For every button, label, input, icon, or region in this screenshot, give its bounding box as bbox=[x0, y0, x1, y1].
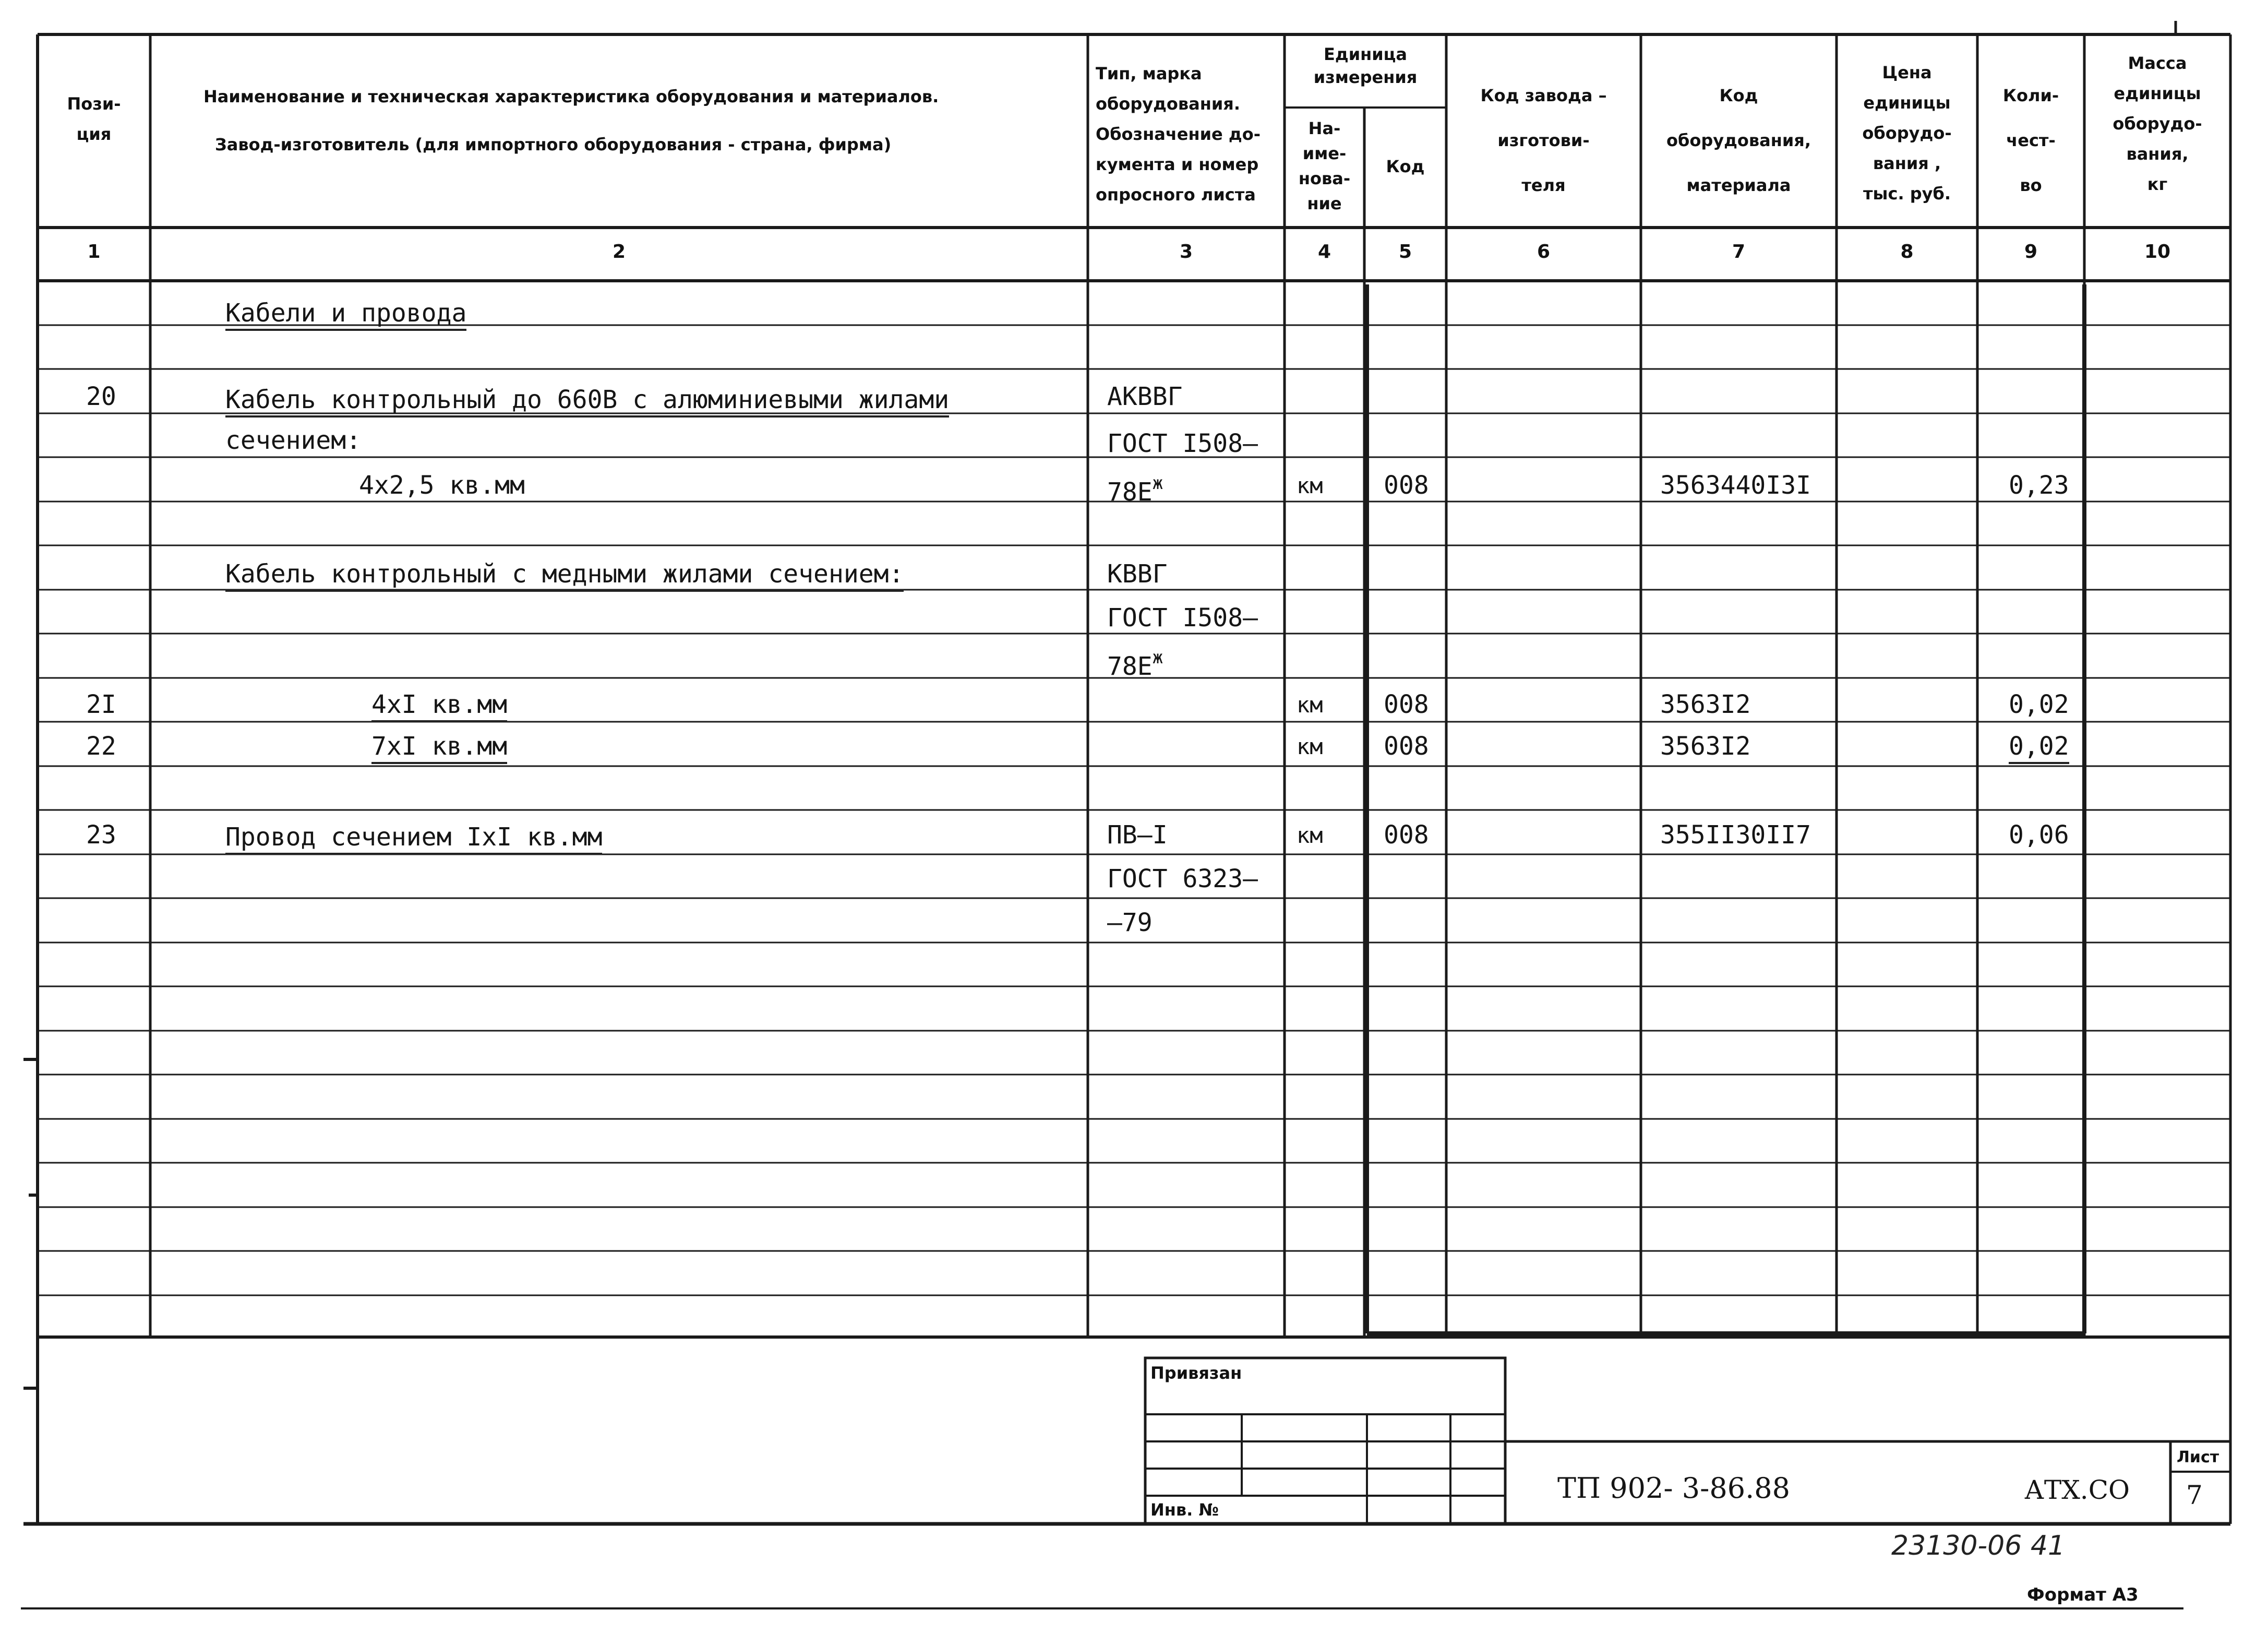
table-row-23-type-line3: –79 bbox=[1107, 908, 1153, 937]
table-row-21-size: 4хI кв.мм bbox=[371, 690, 507, 722]
table-row-20-type-line1: АКВВГ bbox=[1107, 382, 1183, 411]
header-col10-line3: оборудо- bbox=[2113, 114, 2202, 134]
table-row-23-type-line1: ПВ–I bbox=[1107, 820, 1168, 850]
asterisk-mark: ж bbox=[1152, 473, 1163, 494]
table-row-23-unit: км bbox=[1297, 822, 1323, 848]
column-number-7: 7 bbox=[1732, 241, 1746, 263]
header-col3 bbox=[1096, 58, 1261, 210]
header-col1-line2: ция bbox=[76, 124, 112, 144]
column-number-9: 9 bbox=[2024, 241, 2038, 263]
table-row-21-code: 008 bbox=[1384, 690, 1429, 719]
header-col8-line4: вания , bbox=[1873, 153, 1941, 173]
header-col6-line3: теля bbox=[1521, 175, 1566, 195]
header-unit-group-line2: измерения bbox=[1313, 67, 1418, 87]
table-row-pos-21: 2I bbox=[86, 690, 116, 719]
header-col2-line2: Завод-изготовитель (для импортного оборудования - страна, фирма) bbox=[215, 135, 892, 154]
table-row-20-type-line3-text: 78Е bbox=[1107, 478, 1153, 507]
table-row-20-equip-code: 3563440I3I bbox=[1660, 471, 1811, 500]
column-number-1: 1 bbox=[87, 241, 101, 263]
header-col7 bbox=[1641, 73, 1837, 208]
table-row-23-type-line2: ГОСТ 6323– bbox=[1107, 864, 1258, 893]
header-col4-line2: име- bbox=[1302, 144, 1347, 163]
table-row-23-qty: 0,06 bbox=[2009, 820, 2069, 850]
header-unit-group-line1: Единица bbox=[1324, 44, 1407, 64]
header-col7-line1: Код bbox=[1719, 86, 1758, 105]
header-col1 bbox=[38, 89, 150, 149]
header-col5: Код bbox=[1386, 157, 1425, 176]
table-row-22-qty: 0,02 bbox=[2009, 732, 2069, 764]
column-number-5: 5 bbox=[1398, 241, 1412, 263]
header-col10-line4: вания, bbox=[2126, 144, 2189, 164]
column-number-3: 3 bbox=[1179, 241, 1193, 263]
table-row-23-name: Провод сечением IхI кв.мм bbox=[225, 822, 602, 855]
header-col9-line3: во bbox=[2020, 175, 2042, 195]
table-row-20-size: 4х2,5 кв.мм bbox=[359, 471, 525, 500]
header-unit-group bbox=[1285, 43, 1446, 89]
header-col10-line2: единицы bbox=[2114, 84, 2201, 103]
column-number-10: 10 bbox=[2144, 241, 2171, 263]
doc-code: ТП 902- 3-86.88 bbox=[1557, 1472, 1790, 1505]
header-col9-line2: чест- bbox=[2006, 130, 2056, 150]
table-row-20-type-line2: ГОСТ I508– bbox=[1107, 429, 1258, 458]
doc-mark: АТХ.СО bbox=[2024, 1475, 2130, 1505]
table-row-20-code: 008 bbox=[1384, 471, 1429, 500]
header-col7-line2: оборудования, bbox=[1666, 130, 1811, 150]
header-col8-line5: тыс. руб. bbox=[1863, 184, 1951, 204]
header-col6-line2: изготови- bbox=[1497, 130, 1590, 150]
asterisk-mark: ж bbox=[1152, 647, 1163, 668]
copper-cable-type-line3-text: 78Е bbox=[1107, 652, 1153, 681]
header-col3-line5: опросного листа bbox=[1096, 185, 1256, 205]
stamp-inv-no: Инв. № bbox=[1150, 1500, 1219, 1520]
header-col4-line3: нова- bbox=[1298, 169, 1351, 188]
header-col3-line3: Обозначение до- bbox=[1096, 124, 1261, 144]
header-col10 bbox=[2084, 48, 2230, 199]
header-col2-line1: Наименование и техническая характеристика оборудования и материалов. bbox=[203, 87, 939, 106]
sheet-number: 7 bbox=[2186, 1480, 2203, 1510]
table-row-20-type-line3 bbox=[1107, 473, 1163, 507]
header-col3-line2: оборудования. bbox=[1096, 94, 1240, 114]
table-row-22-size: 7хI кв.мм bbox=[371, 732, 507, 764]
table-row-20-name-line2: сечением: bbox=[225, 426, 362, 455]
header-col8-line1: Цена bbox=[1882, 63, 1932, 82]
header-col8-line3: оборудо- bbox=[1862, 123, 1952, 143]
table-row-pos-23: 23 bbox=[86, 820, 116, 850]
copper-cable-type-line1: КВВГ bbox=[1107, 559, 1168, 589]
table-row-21-equip-code: 3563I2 bbox=[1660, 690, 1751, 719]
header-col6-line1: Код завода – bbox=[1480, 86, 1607, 105]
header-col3-line4: кумента и номер bbox=[1096, 154, 1259, 174]
header-col10-line5: кг bbox=[2147, 174, 2168, 194]
table-row-23-code: 008 bbox=[1384, 820, 1429, 850]
header-col6 bbox=[1446, 73, 1641, 208]
header-col4 bbox=[1285, 116, 1364, 216]
header-col4-line1: На- bbox=[1308, 118, 1341, 138]
header-col8-line2: единицы bbox=[1863, 93, 1951, 113]
table-row-21-qty: 0,02 bbox=[2009, 690, 2069, 719]
copper-cable-type-line2: ГОСТ I508– bbox=[1107, 603, 1258, 633]
header-col1-line1: Пози- bbox=[67, 94, 121, 114]
table-row-22-unit: км bbox=[1297, 734, 1323, 759]
table-row-22-equip-code: 3563I2 bbox=[1660, 732, 1751, 761]
header-col7-line3: материала bbox=[1686, 175, 1791, 195]
handwritten-inventory-number: 23130-06 41 bbox=[1891, 1530, 2066, 1561]
copper-cable-title: Кабель контрольный с медными жилами сечением: bbox=[225, 559, 904, 592]
column-number-4: 4 bbox=[1317, 241, 1331, 263]
table-row-22-code: 008 bbox=[1384, 732, 1429, 761]
table-row-pos-20: 20 bbox=[86, 382, 116, 411]
table-row-20-unit: км bbox=[1297, 473, 1323, 498]
table-row-23-equip-code: 355II30II7 bbox=[1660, 820, 1811, 850]
stamp-privyazan: Привязан bbox=[1150, 1363, 1242, 1383]
paper-format: Формат А3 bbox=[2027, 1584, 2139, 1605]
header-col9-line1: Коли- bbox=[2002, 86, 2059, 105]
column-number-2: 2 bbox=[612, 241, 626, 263]
table-row-pos-22: 22 bbox=[86, 732, 116, 761]
column-number-6: 6 bbox=[1537, 241, 1551, 263]
header-col3-line1: Тип, марка bbox=[1096, 64, 1202, 84]
header-col4-line4: ние bbox=[1307, 194, 1342, 213]
header-col10-line1: Масса bbox=[2128, 53, 2187, 73]
table-row-20-qty: 0,23 bbox=[2009, 471, 2069, 500]
copper-cable-type-line3 bbox=[1107, 647, 1163, 681]
column-number-8: 8 bbox=[1900, 241, 1914, 263]
sheet-label: Лист bbox=[2177, 1448, 2219, 1466]
table-row-20-name-line1: Кабель контрольный до 660В с алюминиевыми жилами bbox=[225, 385, 949, 418]
section-title: Кабели и провода bbox=[225, 299, 466, 331]
header-col9 bbox=[1977, 73, 2084, 208]
header-col8 bbox=[1837, 57, 1977, 209]
table-row-21-unit: км bbox=[1297, 692, 1323, 718]
